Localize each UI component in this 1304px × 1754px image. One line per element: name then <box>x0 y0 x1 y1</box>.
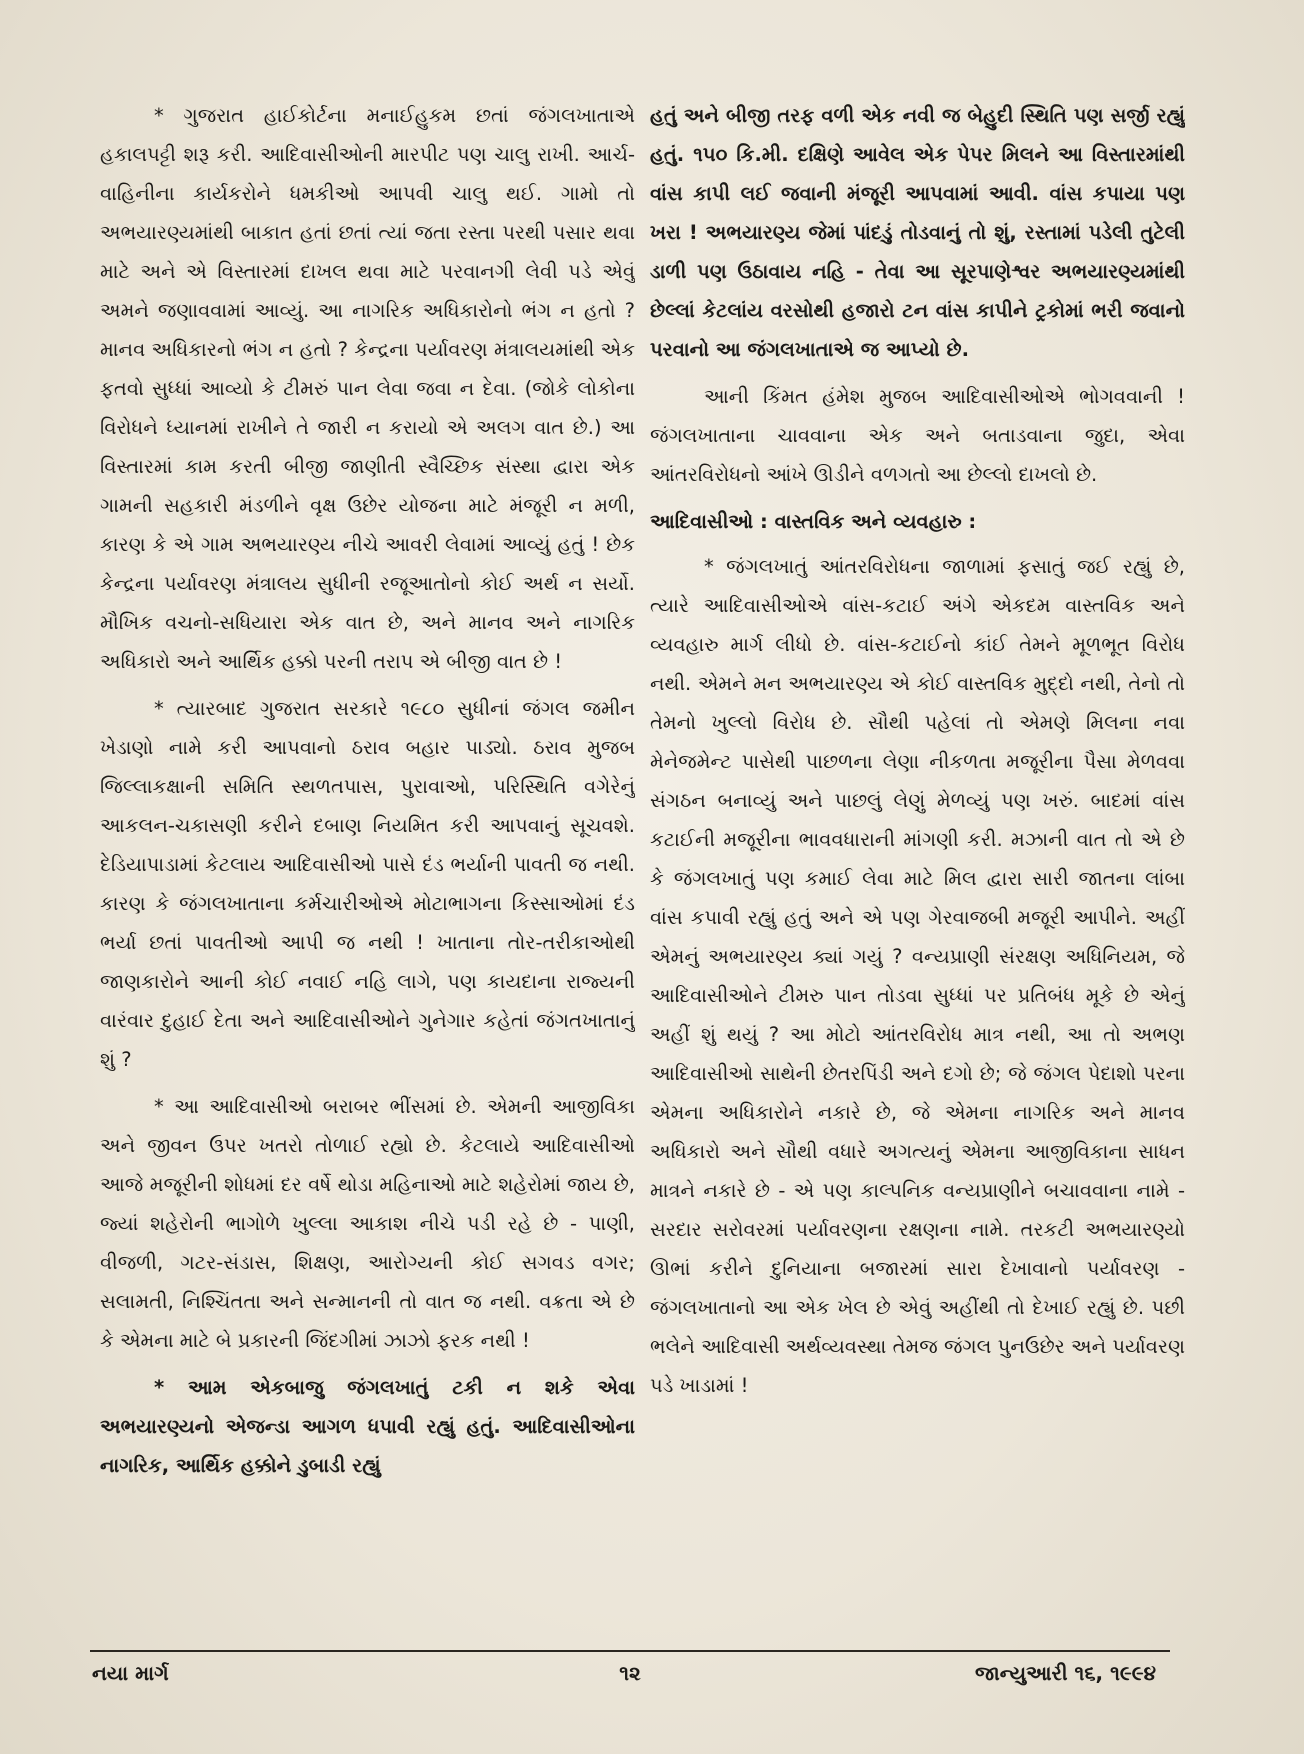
article-paragraph: આની કિંમત હંમેશ મુજબ આદિવાસીઓએ ભોગવવાની ! જંગલખાતાના ચાવવાના એક અને બતાડવાના જુદા, એવા આંતરવિરોધનો આંખે ઊડીને વળગતો આ છેલ્લો દાખલો છે. <box>650 385 1185 486</box>
issue-date: જાન્યુઆરી ૧૬, ૧૯૯૪ <box>974 1661 1156 1685</box>
article-paragraph: * ત્યારબાદ ગુજરાત સરકારે ૧૯૮૦ સુધીનાં જંગલ જમીન ખેડાણો નામે કરી આપવાનો ઠરાવ બહાર પાડ્યો. ઠરાવ મુજબ જિલ્લાકક્ષાની સમિતિ સ્થળતપાસ, પુરાવાઓ, પરિસ્થિતિ વગેરેનું આકલન-ચકાસણી કરીને દબાણ નિયમિત કરી આપવાનું સૂચવશે. દેડિયાપાડામાં કેટલાય આદિવાસીઓ પાસે દંડ ભર્યાની પાવતી જ નથી. કારણ કે જંગલખાતાના કર્મચારીઓએ મોટાભાગના કિસ્સાઓમાં દંડ ભર્યા છતાં પાવતીઓ આપી જ નથી ! ખાતાના તોર-તરીકાઓથી જાણકારોને આની કોઈ નવાઈ નહિ લાગે, પણ કાયદાના રાજ્યની વારંવાર દુહાઈ દેતા અને આદિવાસીઓને ગુનેગાર કહેતાં જંગતખાતાનું શું ? <box>100 697 635 1071</box>
article-paragraph: * આમ એકબાજુ જંગલખાતું ટકી ન શકે એવા અભયારણ્યનો એજન્ડા આગળ ધપાવી રહ્યું હતું. આદિવાસીઓના નાગરિક, આર્થિક હક્કોને ડુબાડી રહ્યું <box>100 1376 635 1477</box>
article-paragraph: * આ આદિવાસીઓ બરાબર ભીંસમાં છે. એમની આજીવિકા અને જીવન ઉપર ખતરો તોળાઈ રહ્યો છે. કેટલાયે આદિવાસીઓ આજે મજૂરીની શોધમાં દર વર્ષે થોડા મહિનાઓ માટે શહેરોમાં જાય છે, જ્યાં શહેરોની ભાગોળે ખુલ્લા આકાશ નીચે પડી રહે છે - પાણી, વીજળી, ગટર-સંડાસ, શિક્ષણ, આરોગ્યની કોઈ સગવડ વગર; સલામતી, નિશ્ચિંતતા અને સન્માનની તો વાત જ નથી. વક્રતા એ છે કે એમના માટે બે પ્રકારની જિંદગીમાં ઝાઝો ફરક નથી ! <box>100 1095 635 1352</box>
footer-divider <box>90 1650 1170 1652</box>
article-column-right <box>650 96 1185 1636</box>
article-paragraph: * ગુજરાત હાઈકોર્ટના મનાઈહુકમ છતાં જંગલખાતાએ હકાલપટ્ટી શરૂ કરી. આદિવાસીઓની મારપીટ પણ ચાલુ રાખી. આર્ચ-વાહિનીના કાર્યકરોને ધમકીઓ આપવી ચાલુ થઈ. ગામો તો અભયારણ્યમાંથી બાકાત હતાં છતાં ત્યાં જતા રસ્તા પરથી પસાર થવા માટે અને એ વિસ્તારમાં દાખલ થવા માટે પરવાનગી લેવી પડે એવું અમને જણાવવામાં આવ્યું. આ નાગરિક અધિકારોનો ભંગ ન હતો ? માનવ અધિકારનો ભંગ ન હતો ? કેન્દ્રના પર્યાવરણ મંત્રાલયમાંથી એક ફતવો સુધ્ધાં આવ્યો કે ટીમરું પાન લેવા જવા ન દેવા. (જોકે લોકોના વિરોધને ધ્યાનમાં રાખીને તે જારી ન કરાયો એ અલગ વાત છે.) આ વિસ્તારમાં કામ કરતી બીજી જાણીતી સ્વૈચ્છિક સંસ્થા દ્વારા એક ગામની સહકારી મંડળીને વૃક્ષ ઉછેર યોજના માટે મંજૂરી ન મળી, કારણ કે એ ગામ અભયારણ્ય નીચે આવરી લેવામાં આવ્યું હતું ! છેક કેન્દ્રના પર્યાવરણ મંત્રાલય સુધીની રજૂઆતોનો કોઈ અર્થ ન સર્યો. મૌખિક વચનો-સધિયારા એક વાત છે, અને માનવ અને નાગરિક અધિકારો અને આર્થિક હક્કો પરની તરાપ એ બીજી વાત છે ! <box>100 104 635 673</box>
publication-name: નયા માર્ગ <box>92 1661 169 1685</box>
section-heading: આદિવાસીઓ : વાસ્તવિક અને વ્યવહારુ : <box>650 510 977 533</box>
page-number: ૧૨ <box>619 1661 641 1685</box>
article-paragraph: હતું અને બીજી તરફ વળી એક નવી જ બેહુદી સ્થિતિ પણ સર્જી રહ્યું હતું. ૧૫૦ કિ.મી. દક્ષિણે આવેલ એક પેપર મિલને આ વિસ્તારમાંથી વાંસ કાપી લઈ જવાની મંજૂરી આપવામાં આવી. વાંસ કપાયા પણ ખરા ! અભયારણ્ય જેમાં પાંદડું તોડવાનું તો શું, રસ્તામાં પડેલી તુટેલી ડાળી પણ ઉઠાવાય નહિ - તેવા આ સૂરપાણેશ્વર અભયારણ્યમાંથી છેલ્લાં કેટલાંય વરસોથી હજારો ટન વાંસ કાપીને ટ્રકોમાં ભરી જવાનો પરવાનો આ જંગલખાતાએ જ આપ્યો છે. <box>650 104 1185 361</box>
article-column-left <box>100 96 635 1636</box>
article-paragraph: * જંગલખાતું આંતરવિરોધના જાળામાં ફસાતું જઈ રહ્યું છે, ત્યારે આદિવાસીઓએ વાંસ-કટાઈ અંગે એકદમ વાસ્તવિક અને વ્યવહારુ માર્ગ લીધો છે. વાંસ-કટાઈનો કાંઈ તેમને મૂળભૂત વિરોધ નથી. એમને મન અભયારણ્ય એ કોઈ વાસ્તવિક મુદ્દો નથી, તેનો તો તેમનો ખુલ્લો વિરોધ છે. સૌથી પહેલાં તો એમણે મિલના નવા મેનેજમેન્ટ પાસેથી પાછળના લેણા નીકળતા મજૂરીના પૈસા મેળવવા સંગઠન બનાવ્યું અને પાછલું લેણું મેળવ્યું પણ ખરું. બાદમાં વાંસ કટાઈની મજૂરીના ભાવવધારાની માંગણી કરી. મઝાની વાત તો એ છે કે જંગલખાતું પણ કમાઈ લેવા માટે મિલ દ્વારા સારી જાતના લાંબા વાંસ કપાવી રહ્યું હતું અને એ પણ ગેરવાજબી મજૂરી આપીને. અહીં એમનું અભયારણ્ય ક્યાં ગયું ? વન્યપ્રાણી સંરક્ષણ અધિનિયમ, જે આદિવાસીઓને ટીમરુ પાન તોડવા સુધ્ધાં પર પ્રતિબંધ મૂકે છે એનું અહીં શું થયું ? આ મોટો આંતરવિરોધ માત્ર નથી, આ તો અભણ આદિવાસીઓ સાથેની છેતરપિંડી અને દગો છે; જે જંગલ પેદાશો પરના એમના અધિકારોને નકારે છે, જે એમના નાગરિક અને માનવ અધિકારો અને સૌથી વધારે અગત્યનું એમના આજીવિકાના સાધન માત્રને નકારે છે - એ પણ કાલ્પનિક વન્યપ્રાણીને બચાવવાના નામે - સરદાર સરોવરમાં પર્યાવરણના રક્ષણના નામે. તરકટી અભયારણ્યો ઊભાં કરીને દુનિયાના બજારમાં સારા દેખાવાનો પર્યાવરણ - જંગલખાતાનો આ એક ખેલ છે એવું અહીંથી તો દેખાઈ રહ્યું છે. પછી ભલેને આદિવાસી અર્થવ્યવસ્થા તેમજ જંગલ પુનઉછેર અને પર્યાવરણ પડે ખાડામાં ! <box>650 555 1185 1397</box>
